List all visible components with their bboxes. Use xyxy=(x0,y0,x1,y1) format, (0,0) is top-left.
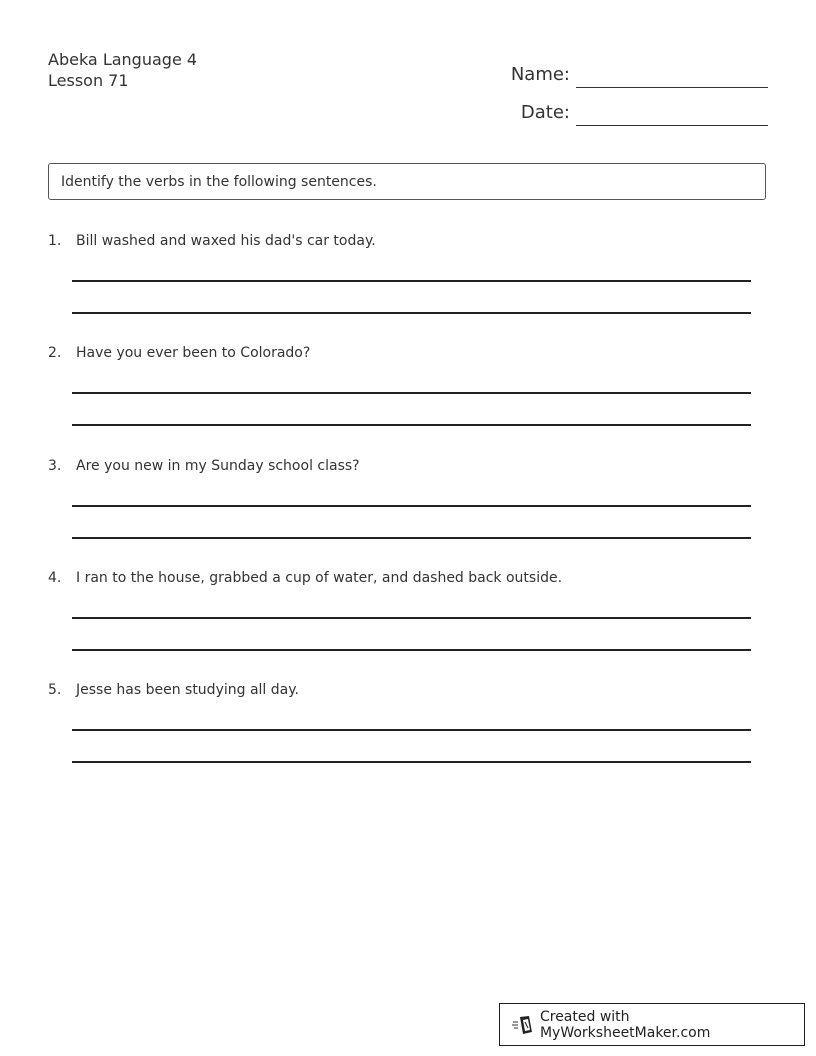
date-input-line[interactable] xyxy=(576,98,768,126)
date-label: Date: xyxy=(520,102,570,123)
question-text: Jesse has been studying all day. xyxy=(76,682,299,698)
question-3 xyxy=(48,457,768,475)
answer-line[interactable] xyxy=(72,280,751,282)
worksheet-header-info xyxy=(48,49,197,91)
lesson-number: Lesson 71 xyxy=(48,71,129,90)
student-fields xyxy=(490,50,770,126)
answer-line[interactable] xyxy=(72,424,751,426)
course-title: Abeka Language 4 xyxy=(48,50,198,69)
answer-line[interactable] xyxy=(72,617,751,619)
answer-line[interactable] xyxy=(72,761,751,763)
question-text: Are you new in my Sunday school class? xyxy=(76,458,360,474)
question-number: 1. xyxy=(48,233,62,249)
answer-line[interactable] xyxy=(72,312,751,314)
question-text: Bill washed and waxed his dad's car today. xyxy=(76,233,376,249)
question-number: 4. xyxy=(48,570,62,586)
question-number: 3. xyxy=(48,458,62,474)
name-field xyxy=(490,50,770,88)
name-input-line[interactable] xyxy=(576,60,768,88)
footer-credit xyxy=(499,1003,805,1046)
answer-line[interactable] xyxy=(72,729,751,731)
question-number: 5. xyxy=(48,682,62,698)
question-text: I ran to the house, grabbed a cup of water, and dashed back outside. xyxy=(76,570,563,586)
instructions-box: Identify the verbs in the following sentences. xyxy=(48,163,766,200)
question-2 xyxy=(48,344,768,362)
answer-line[interactable] xyxy=(72,649,751,651)
date-field xyxy=(490,88,770,126)
question-text: Have you ever been to Colorado? xyxy=(76,345,311,361)
footer-text: Created with MyWorksheetMaker.com xyxy=(539,1008,711,1041)
question-number: 2. xyxy=(48,345,62,361)
answer-line[interactable] xyxy=(72,537,751,539)
answer-line[interactable] xyxy=(72,392,751,394)
answer-line[interactable] xyxy=(72,505,751,507)
question-5 xyxy=(48,681,768,699)
question-1 xyxy=(48,232,768,250)
name-label: Name: xyxy=(510,64,570,85)
question-4 xyxy=(48,569,768,587)
worksheet-logo-icon xyxy=(512,1015,534,1035)
